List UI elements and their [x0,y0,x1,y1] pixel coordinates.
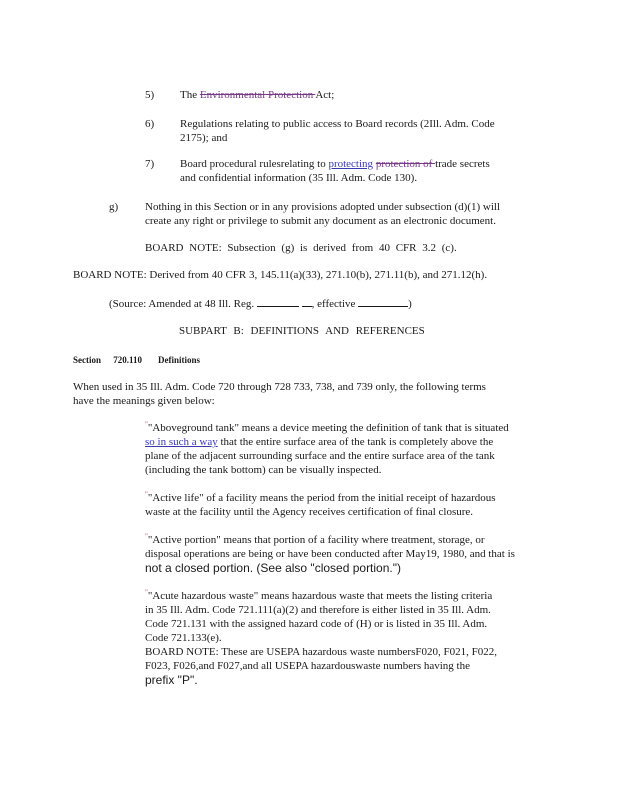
subsection-g-note: BOARD NOTE: Subsection (g) is derived from 40 CFR 3.2 (c). [145,242,457,254]
item-5-post: Act; [315,89,335,101]
item-7-line1 [180,157,526,171]
def-acute-line1 [145,589,530,603]
def-active-portion-line3: not a closed portion. (See also "closed portion.") [145,561,401,575]
revision-mark: " [145,588,148,597]
def-active-portion-term: "Active portion" [147,534,221,546]
source-blank-1 [257,296,299,307]
item-7-number: 7) [145,158,155,170]
section-title: Definitions [158,355,201,365]
subsection-g-line1: Nothing in this Section or in any provisions adopted under subsection (d)(1) will [145,201,501,213]
def-aboveground-line2 [145,435,525,449]
intro-line2: have the meanings given below: [73,395,215,407]
source-effective: , effective [311,298,356,310]
item-5-deleted: Environmental Protection [199,89,316,101]
subpart-heading: SUBPART B: DEFINITIONS AND REFERENCES [179,325,425,337]
item-6-line2: 2175); and [180,132,228,144]
revision-mark: " [145,420,148,429]
def-aboveground-line1 [145,421,525,435]
item-7-pre: Board procedural rulesrelating to [180,158,329,170]
def-aboveground-l1: means a device meeting the definition of tank that is situated [241,422,509,434]
item-5-pre: The [180,89,200,101]
source-blank-2 [302,296,312,307]
subsection-g-label: g) [109,201,119,213]
source-line [109,296,412,311]
revision-mark: " [145,490,148,499]
def-aboveground-inserted: so in such a way [145,436,218,448]
def-acute-line2: in 35 Ill. Adm. Code 721.111(a)(2) and therefore is either listed in 35 Ill. Adm. [145,604,491,616]
item-7-post: trade secrets [435,158,490,170]
revision-mark: " [145,532,148,541]
item-6-line1: Regulations relating to public access to Board records (2Ill. Adm. Code [180,118,495,130]
def-aboveground-l2: that the entire surface area of the tank is completely above the [220,436,494,448]
def-aboveground-term: "Aboveground tank" [147,422,240,434]
def-acute-note-line2: F023, F026,and F027,and all USEPA hazardouswaste numbers having the [145,660,470,672]
def-acute-line3: Code 721.131 with the assigned hazard code of (H) or is listed in 35 Ill. Adm. [145,618,488,630]
item-5-text [180,88,334,102]
source-close: ) [408,298,412,310]
def-active-life-line1 [145,491,525,505]
def-acute-note-line3: prefix "P". [145,673,198,687]
item-7-line2: and confidential information (35 Ill. Adm. Code 130). [180,172,418,184]
def-acute-l1: means hazardous waste that meets the listing criteria [261,590,493,602]
def-active-life-line2: waste at the facility until the Agency receives certification of final closure. [145,506,474,518]
intro-line1: When used in 35 Ill. Adm. Code 720 through 728 733, 738, and 739 only, the following terms [73,381,486,393]
item-5-number: 5) [145,89,155,101]
item-7-deleted: protection of [375,158,436,170]
source-blank-3 [358,296,408,307]
section-number: Section 720.110 [73,355,143,365]
board-note: BOARD NOTE: Derived from 40 CFR 3, 145.11(a)(33), 271.10(b), 271.11(b), and 271.12(h). [73,269,488,281]
def-active-life-l1: of a facility means the period from the initial receipt of hazardous [206,492,496,504]
item-6-number: 6) [145,118,155,130]
subsection-g-line2: create any right or privilege to submit any document as an electronic document. [145,215,496,227]
def-acute-term: "Acute hazardous waste" [147,590,259,602]
item-7-inserted: protecting [328,158,374,170]
def-active-portion-line1 [145,533,525,547]
source-text: (Source: Amended at 48 Ill. Reg. [109,298,255,310]
def-active-portion-line2: disposal operations are being or have been conducted after May19, 1980, and that is [145,548,515,560]
def-aboveground-line4: (including the tank bottom) can be visually inspected. [145,464,382,476]
def-aboveground-line3: plane of the adjacent surrounding surface and the entire surface area of the tank [145,450,495,462]
def-acute-note-line1: BOARD NOTE: These are USEPA hazardous waste numbersF020, F021, F022, [145,646,497,658]
def-active-portion-l1: means that portion of a facility where treatment, storage, or [223,534,485,546]
def-active-life-term: "Active life" [147,492,204,504]
def-acute-line4: Code 721.133(e). [145,632,222,644]
